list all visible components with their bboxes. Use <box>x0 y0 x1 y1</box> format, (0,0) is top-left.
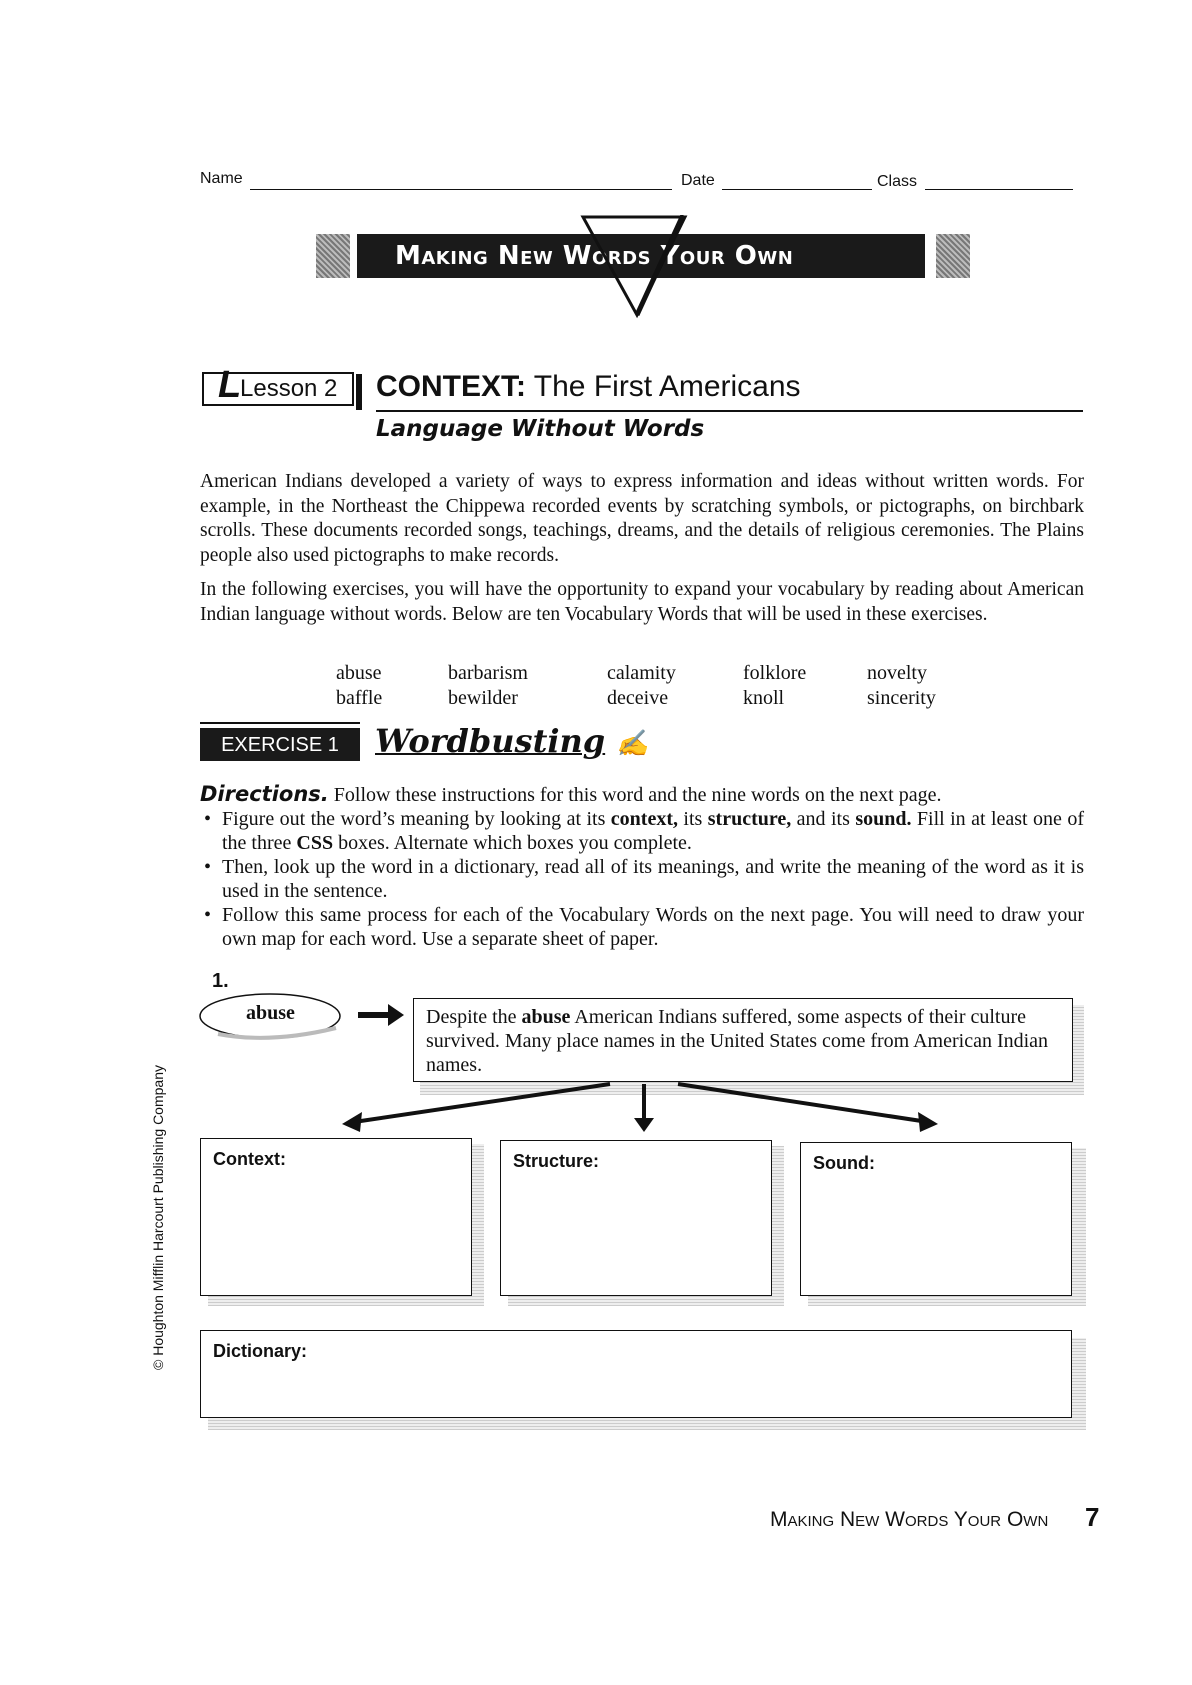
lesson-number-box <box>202 364 354 406</box>
structure-box-label: Structure: <box>513 1151 600 1171</box>
dictionary-box-label: Dictionary: <box>213 1341 308 1361</box>
vocab-word: abuse <box>336 662 382 684</box>
vocab-column-4 <box>743 661 806 711</box>
vocab-word: novelty <box>867 662 927 684</box>
keyword-sound: sound. <box>855 808 912 830</box>
lesson-divider <box>356 374 362 410</box>
directions-bullet-2: • Then, look up the word in a dictionary, read all of its meanings, and write the meaning of the word as it is used in the sentence. <box>200 855 1084 903</box>
sound-box[interactable] <box>800 1142 1072 1296</box>
lesson-number-label: Lesson 2 <box>240 375 338 402</box>
item-number: 1. <box>212 970 229 992</box>
banner-left-block <box>316 234 350 278</box>
directions-text: Follow these instructions for this word and the nine words on the next page. <box>333 784 942 806</box>
vocab-word: calamity <box>607 662 676 684</box>
context-sentence: Despite the abuse American Indians suffered, some aspects of their culture survived. Many place names in the United States come from American Indian names. <box>426 1006 1049 1076</box>
sound-box-label: Sound: <box>813 1153 875 1173</box>
directions-label: Directions. <box>200 782 329 806</box>
vocab-column-3 <box>607 661 676 711</box>
context-box[interactable] <box>200 1138 472 1296</box>
banner-right-block <box>936 234 970 278</box>
lesson-rule <box>376 410 1083 412</box>
directions-bullet-1: • Figure out the word’s meaning by looking at its context, its structure, and its sound. Fill in at least one of the three CSS boxes. Alternate which boxes you complete. <box>200 807 1084 855</box>
directions-list <box>200 807 1084 951</box>
vocab-word: baffle <box>336 687 383 709</box>
date-field[interactable] <box>722 189 872 190</box>
map-arrows-graphic <box>340 1080 950 1138</box>
word-oval-graphic <box>198 990 418 1046</box>
directions-bullet-3: • Follow this same process for each of the Vocabulary Words on the next page. You will need to draw your own map for each word. Use a separate sheet of paper. <box>200 903 1084 951</box>
vocab-word: knoll <box>743 687 785 709</box>
keyword-css: CSS <box>296 832 334 854</box>
context-title: The First Americans <box>533 370 801 403</box>
vocab-column-1 <box>336 661 382 711</box>
class-field[interactable] <box>925 189 1073 190</box>
banner-title: Making New Words Your Own <box>395 241 794 271</box>
keyword-context: context, <box>610 808 678 830</box>
pencil-icon: ✍ <box>616 729 649 759</box>
context-label: CONTEXT: <box>376 370 526 403</box>
exercise-title-text: Wordbusting <box>375 722 606 760</box>
name-label: Name <box>200 170 243 187</box>
page-number: 7 <box>1085 1502 1100 1532</box>
sentence-box <box>413 998 1073 1082</box>
sentence-keyword: abuse <box>521 1006 571 1028</box>
lesson-title <box>376 370 801 404</box>
name-field[interactable] <box>250 189 672 190</box>
exercise-title <box>375 722 649 760</box>
structure-box[interactable] <box>500 1140 772 1296</box>
date-label: Date <box>681 172 715 189</box>
context-box-label: Context: <box>213 1149 286 1169</box>
vocab-word: bewilder <box>448 687 518 709</box>
vocab-word: barbarism <box>448 662 528 684</box>
exercise-rule <box>200 722 360 724</box>
directions-lead <box>200 782 1084 807</box>
intro-paragraph-2: In the following exercises, you will have the opportunity to expand your vocabulary by reading about American Indian language without words. Below are ten Vocabulary Words that will be used in these exercises. <box>200 579 1084 625</box>
copyright-notice: © Houghton Mifflin Harcourt Publishing Company <box>150 1065 166 1370</box>
exercise-badge: EXERCISE 1 <box>200 728 360 761</box>
vocab-column-2 <box>448 661 528 711</box>
lesson-subtitle: Language Without Words <box>376 416 705 442</box>
banner-triangle-icon <box>575 215 695 320</box>
intro-text <box>200 470 1084 627</box>
vocab-column-5 <box>867 661 936 711</box>
vocab-word: folklore <box>743 662 807 684</box>
vocab-word: deceive <box>607 687 669 709</box>
lesson-initial: L <box>218 364 242 406</box>
running-title: Making New Words Your Own <box>770 1508 1049 1531</box>
map-word: abuse <box>246 1002 295 1024</box>
dictionary-box[interactable] <box>200 1330 1072 1418</box>
class-label: Class <box>877 173 918 190</box>
directions <box>200 782 1084 951</box>
intro-paragraph-1: American Indians developed a variety of ways to express information and ideas without written words. For example, in the Northeast the Chippewa recorded events by scratching symbols, or pictographs, on birchbark scrolls. These documents recorded songs, teachings, dreams, and the details of religious ceremonies. The Plains people also used pictographs to make records. <box>200 471 1084 566</box>
vocab-word: sincerity <box>867 687 936 709</box>
keyword-structure: structure, <box>707 808 792 830</box>
